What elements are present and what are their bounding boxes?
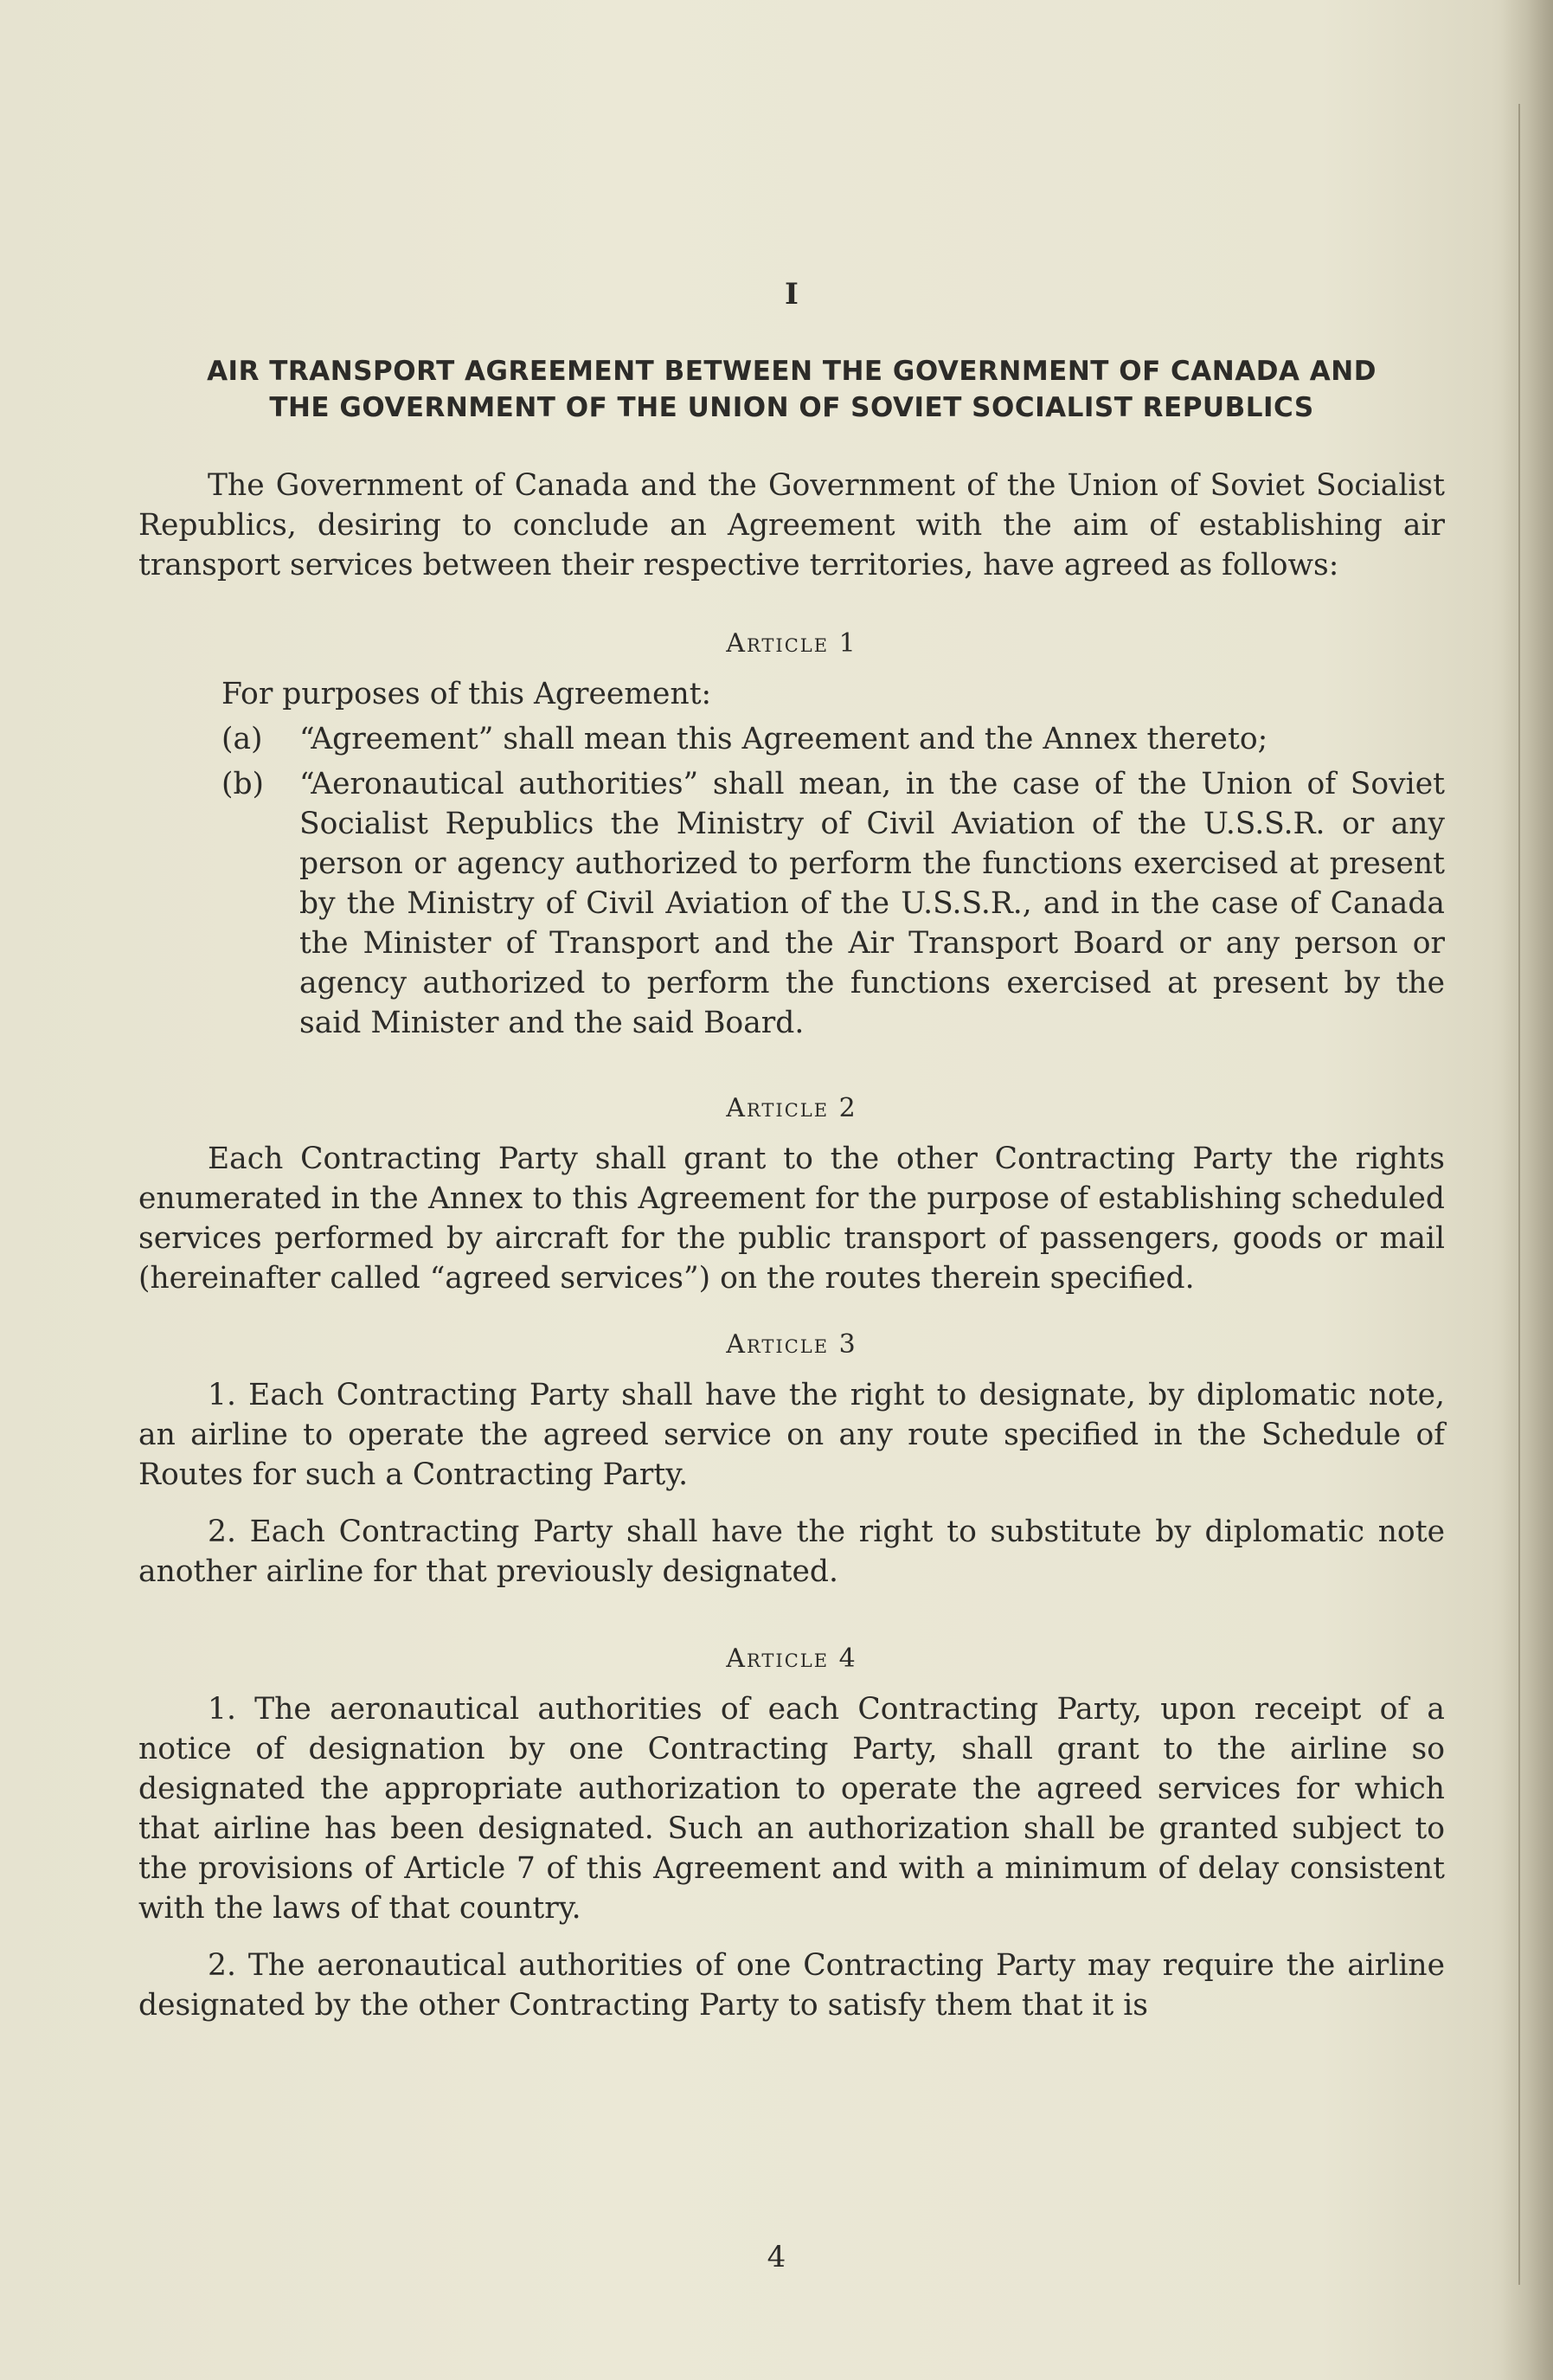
page-number: 4 [767, 2240, 786, 2274]
document-content [138, 277, 1445, 2025]
article-4-para-1: 1. The aeronautical authorities of each Contracting Party, upon receipt of a notice of designation by one Contracting Party, shall grant to the airline so designated the appropriate authorization to operate the agreed services for which that airline has been designated. Such an authorization shall be granted subject to the provisions of Article 7 of this Agreement and with a minimum of delay consistent with the laws of that country. [138, 1692, 1445, 1926]
article-4-para-2: 2. The aeronautical authorities of one Contracting Party may require the airline designated by the other Contracting Party to satisfy them that it is [138, 1948, 1445, 2023]
definition-label: (b) [221, 767, 265, 801]
preamble: The Government of Canada and the Government of the Union of Soviet Socialist Republics, desiring to conclude an Agreement with the aim of establishing air transport services between their respective territories, have agreed as follows: [138, 468, 1445, 582]
definition-text: “Agreement” shall mean this Agreement and the Annex thereto; [299, 722, 1268, 756]
article-2-heading: Article 2 [726, 1093, 857, 1123]
page-edge-line [1518, 104, 1520, 2285]
article-3-heading: Article 3 [726, 1329, 857, 1360]
title-line-1: AIR TRANSPORT AGREEMENT BETWEEN THE GOVERNMENT OF CANADA AND [207, 356, 1377, 387]
definition-text: “Aeronautical authorities” shall mean, in the case of the Union of Soviet Socialist Republics the Ministry of Civil Aviation of the U.S.S.R. or any person or agency authorized to perform the functions exercised at present by the Ministry of Civil Aviation of the U.S.S.R., and in the case of Canada the Minister of Transport and the Air Transport Board or any person or agency authorized to perform the functions exercised at present by the said Minister and the said Board. [299, 767, 1445, 1040]
article-2-text: Each Contracting Party shall grant to the other Contracting Party the rights enumerated in the Annex to this Agreement for the purpose of establishing scheduled services performed by aircraft for the public transport of passengers, goods or mail (hereinafter called “agreed services”) on the routes therein specified. [138, 1142, 1445, 1296]
agreement-title [138, 353, 1445, 426]
title-line-2: THE GOVERNMENT OF THE UNION OF SOVIET SOCIALIST REPUBLICS [269, 392, 1314, 423]
section-number: I [785, 277, 799, 312]
page-edge-shadow [1501, 0, 1553, 2380]
definition-item-a [138, 719, 1445, 759]
definition-label: (a) [221, 722, 263, 756]
article-1-heading: Article 1 [726, 628, 857, 659]
article-3-para-2: 2. Each Contracting Party shall have the right to substitute by diplomatic note another airline for that previously designated. [138, 1515, 1445, 1589]
article-1-intro: For purposes of this Agreement: [221, 677, 712, 711]
definition-item-b [138, 764, 1445, 1043]
article-3-para-1: 1. Each Contracting Party shall have the right to designate, by diplomatic note, an airline to operate the agreed service on any route specified in the Schedule of Routes for such a Contracting Party. [138, 1378, 1445, 1492]
article-4-heading: Article 4 [726, 1643, 857, 1674]
